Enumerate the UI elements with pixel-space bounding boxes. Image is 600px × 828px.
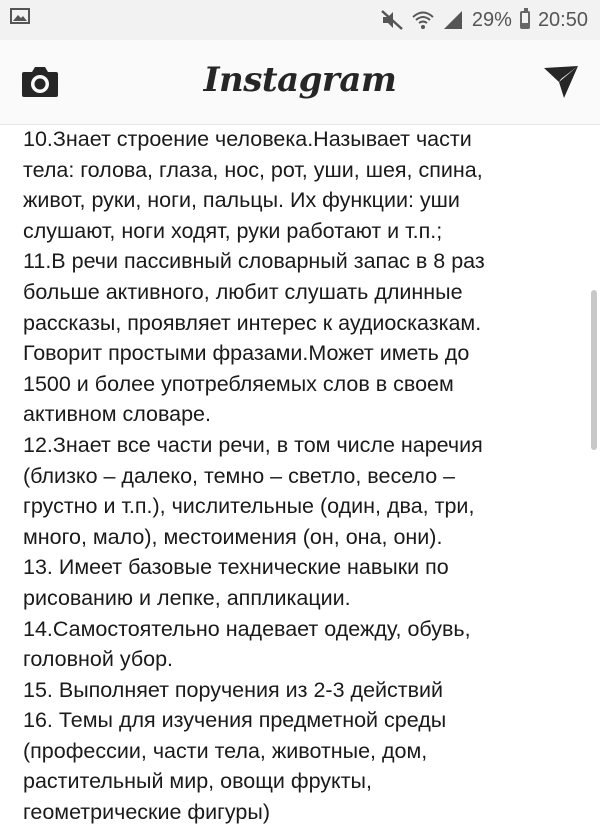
- app-header: [0, 40, 600, 125]
- mute-icon: [380, 9, 404, 31]
- scrollbar[interactable]: [591, 290, 597, 450]
- caption-line: 16. Темы для изучения предметной среды: [23, 708, 447, 733]
- post-caption: [23, 124, 583, 828]
- caption-line: живот, руки, ноги, пальцы. Их функции: уши: [23, 188, 460, 213]
- caption-line: Говорит простыми фразами.Может иметь до: [23, 341, 470, 366]
- caption-line: 14.Самостоятельно надевает одежду, обувь,: [23, 616, 471, 641]
- signal-icon: [442, 10, 464, 30]
- direct-send-icon[interactable]: [542, 64, 580, 100]
- battery-icon: [520, 11, 530, 29]
- caption-line: растительный мир, овощи фрукты,: [23, 769, 372, 794]
- instagram-logo: Instagram: [203, 60, 397, 100]
- caption-line: 1500 и более употребляемых слов в своем: [23, 371, 454, 396]
- caption-line: 11.В речи пассивный словарный запас в 8 раз: [23, 249, 485, 274]
- caption-line: 10.Знает строение человека.Называет части: [23, 127, 472, 151]
- caption-line: 15. Выполняет поручения из 2-3 действий: [23, 677, 444, 702]
- status-bar: [0, 0, 600, 40]
- clock: 20:50: [537, 8, 588, 31]
- wifi-icon: [412, 10, 434, 30]
- caption-line: больше активного, любит слушать длинные: [23, 279, 463, 304]
- caption-line: слушают, ноги ходят, руки работают и т.п.;: [23, 218, 443, 243]
- caption-line: (профессии, части тела, животные, дом,: [23, 738, 428, 763]
- caption-line: геометрические фигуры): [23, 800, 270, 825]
- caption-line: рисованию и лепке, аппликации.: [23, 585, 351, 610]
- caption-line: тела: голова, глаза, нос, рот, уши, шея, спина,: [23, 157, 483, 182]
- status-icons: [380, 6, 588, 34]
- caption-line: (близко – далеко, темно – светло, весело –: [23, 463, 456, 488]
- gallery-icon: [10, 8, 30, 24]
- caption-line: 12.Знает все части речи, в том числе наречия: [23, 432, 483, 457]
- battery-percent: 29%: [471, 8, 512, 31]
- caption-line: грустно и т.п.), числительные (один, два, три,: [23, 494, 475, 519]
- caption-line: рассказы, проявляет интерес к аудиосказкам.: [23, 310, 482, 335]
- caption-line: головной убор.: [23, 647, 174, 672]
- caption-line: активном словаре.: [23, 402, 211, 427]
- caption-line: много, мало), местоимения (он, она, они).: [23, 524, 443, 549]
- caption-line: 13. Имеет базовые технические навыки по: [23, 555, 449, 580]
